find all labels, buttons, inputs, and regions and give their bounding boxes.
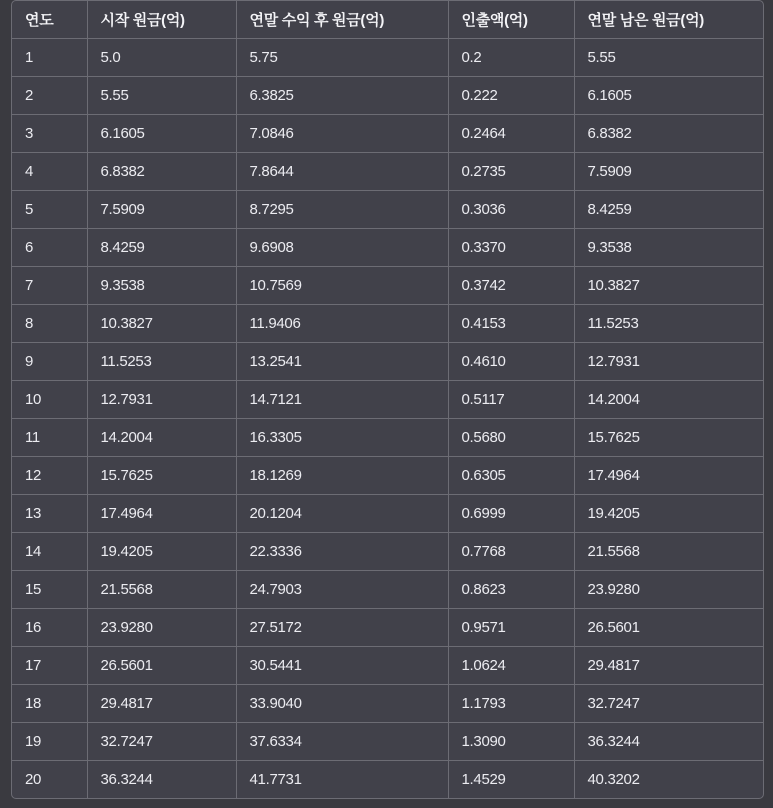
table-row [12, 153, 763, 191]
cell-remaining-principal: 8.4259 [574, 191, 763, 229]
cell-withdrawal: 0.5680 [448, 419, 574, 457]
cell-year: 1 [12, 39, 87, 77]
table-row [12, 495, 763, 533]
cell-start-principal: 12.7931 [87, 381, 236, 419]
cell-year: 18 [12, 685, 87, 723]
cell-year: 6 [12, 229, 87, 267]
cell-year: 15 [12, 571, 87, 609]
cell-start-principal: 5.0 [87, 39, 236, 77]
cell-start-principal: 21.5568 [87, 571, 236, 609]
cell-year: 12 [12, 457, 87, 495]
cell-withdrawal: 1.3090 [448, 723, 574, 761]
header-principal-after-return: 연말 수익 후 원금(억) [236, 1, 448, 39]
cell-start-principal: 10.3827 [87, 305, 236, 343]
cell-withdrawal: 0.7768 [448, 533, 574, 571]
cell-remaining-principal: 6.1605 [574, 77, 763, 115]
cell-start-principal: 36.3244 [87, 761, 236, 799]
cell-year: 19 [12, 723, 87, 761]
cell-principal-after-return: 11.9406 [236, 305, 448, 343]
cell-year: 5 [12, 191, 87, 229]
table-row [12, 609, 763, 647]
cell-withdrawal: 0.2735 [448, 153, 574, 191]
table-row [12, 761, 763, 799]
table-row [12, 267, 763, 305]
cell-withdrawal: 0.3370 [448, 229, 574, 267]
cell-principal-after-return: 9.6908 [236, 229, 448, 267]
cell-remaining-principal: 32.7247 [574, 685, 763, 723]
cell-withdrawal: 1.0624 [448, 647, 574, 685]
cell-withdrawal: 0.2 [448, 39, 574, 77]
cell-remaining-principal: 9.3538 [574, 229, 763, 267]
cell-principal-after-return: 10.7569 [236, 267, 448, 305]
cell-withdrawal: 0.9571 [448, 609, 574, 647]
cell-year: 16 [12, 609, 87, 647]
header-year: 연도 [12, 1, 87, 39]
cell-withdrawal: 0.4610 [448, 343, 574, 381]
cell-remaining-principal: 6.8382 [574, 115, 763, 153]
cell-withdrawal: 0.2464 [448, 115, 574, 153]
cell-remaining-principal: 12.7931 [574, 343, 763, 381]
header-remaining-principal: 연말 남은 원금(억) [574, 1, 763, 39]
table-row [12, 685, 763, 723]
cell-withdrawal: 0.6999 [448, 495, 574, 533]
cell-start-principal: 6.1605 [87, 115, 236, 153]
cell-year: 2 [12, 77, 87, 115]
cell-start-principal: 8.4259 [87, 229, 236, 267]
cell-remaining-principal: 7.5909 [574, 153, 763, 191]
cell-withdrawal: 0.3742 [448, 267, 574, 305]
cell-year: 13 [12, 495, 87, 533]
cell-withdrawal: 0.222 [448, 77, 574, 115]
table-row [12, 191, 763, 229]
table-row [12, 723, 763, 761]
table-row [12, 647, 763, 685]
cell-start-principal: 6.8382 [87, 153, 236, 191]
cell-start-principal: 9.3538 [87, 267, 236, 305]
cell-remaining-principal: 26.5601 [574, 609, 763, 647]
cell-start-principal: 29.4817 [87, 685, 236, 723]
table-row [12, 77, 763, 115]
header-withdrawal: 인출액(억) [448, 1, 574, 39]
cell-withdrawal: 0.8623 [448, 571, 574, 609]
table-row [12, 229, 763, 267]
header-start-principal: 시작 원금(억) [87, 1, 236, 39]
table-row [12, 533, 763, 571]
table-row [12, 571, 763, 609]
cell-start-principal: 14.2004 [87, 419, 236, 457]
cell-start-principal: 7.5909 [87, 191, 236, 229]
cell-year: 7 [12, 267, 87, 305]
table-row [12, 39, 763, 77]
cell-principal-after-return: 5.75 [236, 39, 448, 77]
cell-year: 4 [12, 153, 87, 191]
cell-remaining-principal: 21.5568 [574, 533, 763, 571]
cell-remaining-principal: 23.9280 [574, 571, 763, 609]
table-row [12, 381, 763, 419]
cell-withdrawal: 0.5117 [448, 381, 574, 419]
cell-principal-after-return: 41.7731 [236, 761, 448, 799]
cell-year: 9 [12, 343, 87, 381]
table-row [12, 305, 763, 343]
cell-remaining-principal: 17.4964 [574, 457, 763, 495]
cell-remaining-principal: 10.3827 [574, 267, 763, 305]
cell-start-principal: 15.7625 [87, 457, 236, 495]
cell-start-principal: 19.4205 [87, 533, 236, 571]
cell-withdrawal: 0.4153 [448, 305, 574, 343]
withdrawal-schedule-table [12, 1, 763, 798]
cell-principal-after-return: 8.7295 [236, 191, 448, 229]
cell-withdrawal: 0.6305 [448, 457, 574, 495]
table-row [12, 115, 763, 153]
cell-start-principal: 23.9280 [87, 609, 236, 647]
cell-remaining-principal: 36.3244 [574, 723, 763, 761]
data-table-container [11, 0, 764, 799]
cell-principal-after-return: 27.5172 [236, 609, 448, 647]
cell-principal-after-return: 37.6334 [236, 723, 448, 761]
cell-remaining-principal: 11.5253 [574, 305, 763, 343]
cell-year: 3 [12, 115, 87, 153]
cell-principal-after-return: 33.9040 [236, 685, 448, 723]
cell-year: 20 [12, 761, 87, 799]
cell-start-principal: 17.4964 [87, 495, 236, 533]
cell-withdrawal: 1.4529 [448, 761, 574, 799]
cell-remaining-principal: 19.4205 [574, 495, 763, 533]
cell-remaining-principal: 5.55 [574, 39, 763, 77]
cell-principal-after-return: 13.2541 [236, 343, 448, 381]
cell-principal-after-return: 30.5441 [236, 647, 448, 685]
cell-start-principal: 11.5253 [87, 343, 236, 381]
cell-year: 10 [12, 381, 87, 419]
cell-start-principal: 32.7247 [87, 723, 236, 761]
cell-withdrawal: 1.1793 [448, 685, 574, 723]
cell-year: 8 [12, 305, 87, 343]
cell-principal-after-return: 14.7121 [236, 381, 448, 419]
cell-start-principal: 5.55 [87, 77, 236, 115]
cell-withdrawal: 0.3036 [448, 191, 574, 229]
table-row [12, 419, 763, 457]
table-row [12, 457, 763, 495]
cell-remaining-principal: 40.3202 [574, 761, 763, 799]
cell-remaining-principal: 15.7625 [574, 419, 763, 457]
cell-principal-after-return: 22.3336 [236, 533, 448, 571]
cell-year: 11 [12, 419, 87, 457]
cell-principal-after-return: 20.1204 [236, 495, 448, 533]
cell-principal-after-return: 6.3825 [236, 77, 448, 115]
cell-principal-after-return: 16.3305 [236, 419, 448, 457]
cell-principal-after-return: 7.0846 [236, 115, 448, 153]
cell-remaining-principal: 29.4817 [574, 647, 763, 685]
cell-year: 14 [12, 533, 87, 571]
cell-principal-after-return: 24.7903 [236, 571, 448, 609]
cell-start-principal: 26.5601 [87, 647, 236, 685]
cell-principal-after-return: 7.8644 [236, 153, 448, 191]
table-row [12, 343, 763, 381]
table-header-row [12, 1, 763, 39]
table-body [12, 39, 763, 799]
cell-principal-after-return: 18.1269 [236, 457, 448, 495]
cell-year: 17 [12, 647, 87, 685]
cell-remaining-principal: 14.2004 [574, 381, 763, 419]
